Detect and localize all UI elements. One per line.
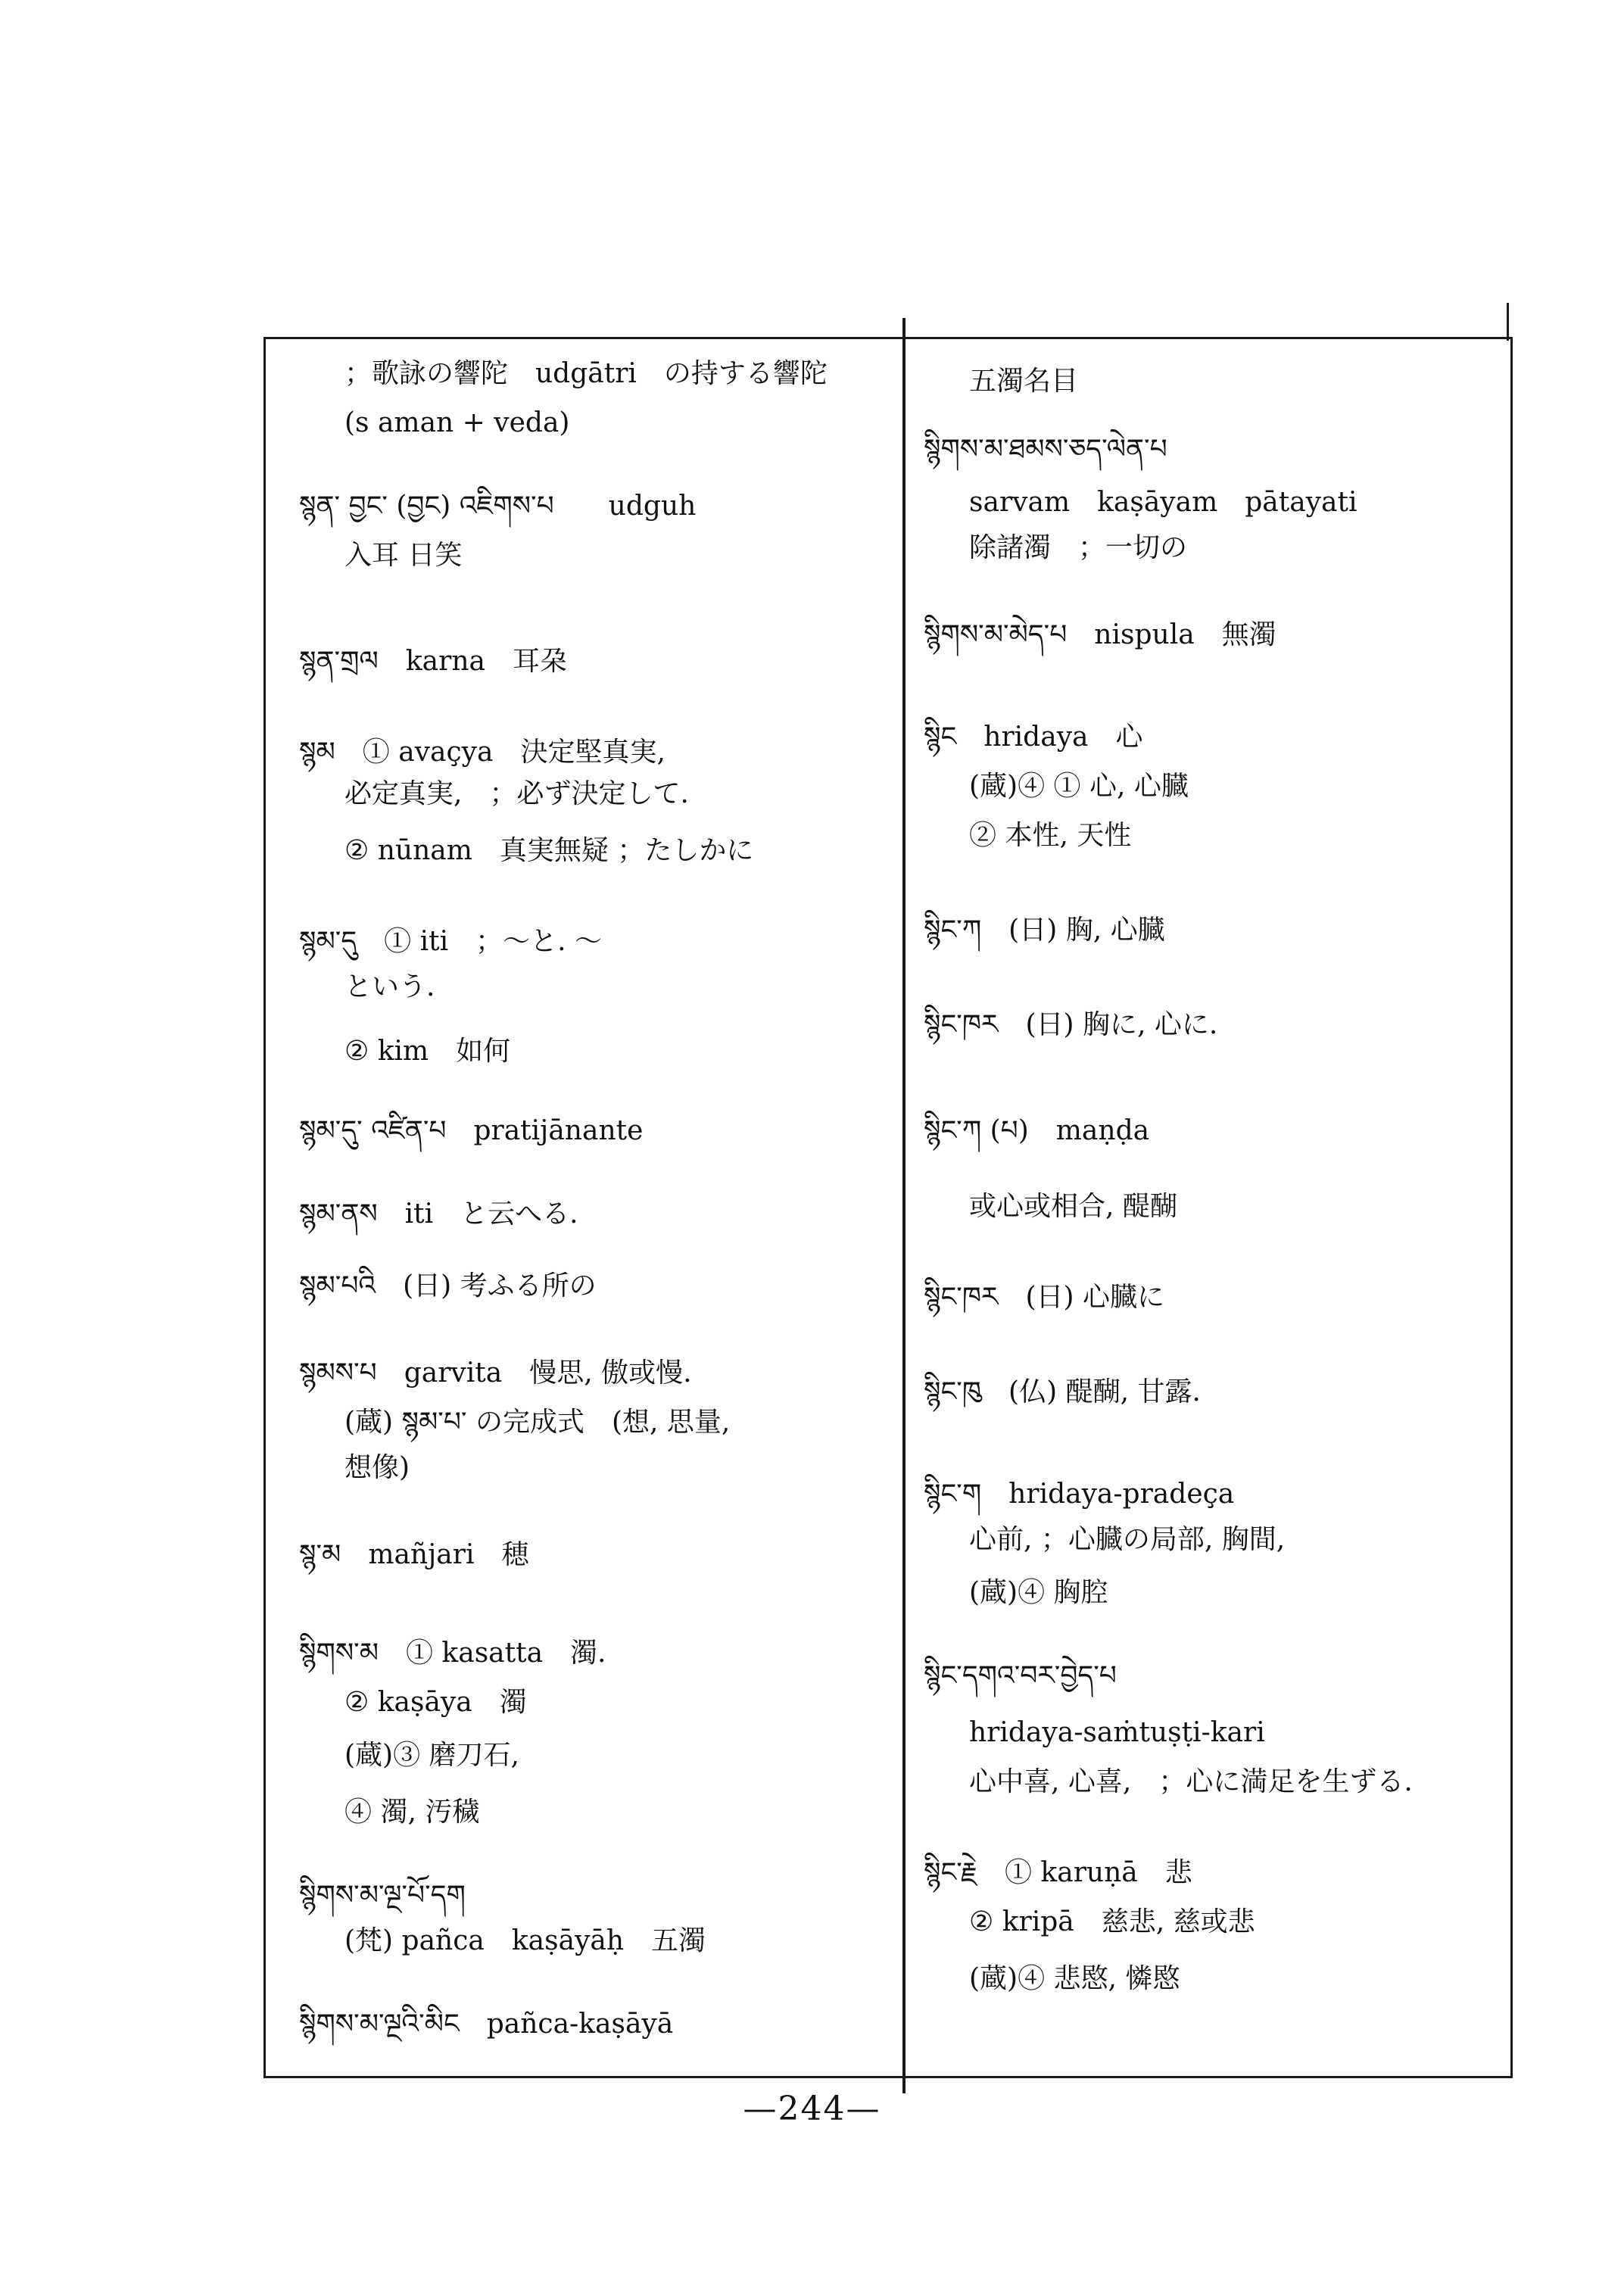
left-column-line: ；歌詠の響陀 udgātri の持する響陀	[344, 358, 828, 389]
left-column-line: སྙམ་པའི (日) 考ふる所の	[299, 1270, 597, 1301]
right-column-line: སྙིང་ག hridaya-pradeça	[924, 1479, 1235, 1510]
right-column-line: སྙིང་ཁར (日) 心臓に	[924, 1282, 1164, 1313]
right-column-line: སྙིང hridaya 心	[924, 722, 1143, 753]
left-column-line: སྙམ ① avaçya 決定堅真実,	[299, 737, 665, 768]
column-divider	[902, 318, 906, 2093]
right-column-line: སྙིང་དགའ་བར་བྱེད་པ	[924, 1660, 1117, 1691]
right-column-line: སྙིང་རྗེ ① karuṇā 悲	[924, 1857, 1192, 1888]
right-column-line: སྙིང་ཁར (日) 胸に, 心に.	[924, 1009, 1218, 1040]
left-column-line: སྙམ་དུ་ འཛིན་པ pratijānante	[299, 1115, 644, 1146]
left-column-line: (蔵) སྙམ་པ་ の完成式 (想, 思量,	[344, 1407, 731, 1438]
right-column-line: སྙིང་ཀ (པ) maṇḍa	[924, 1115, 1150, 1146]
left-column-line: སྙམ་དུ ① iti ；〜と. 〜	[299, 926, 603, 957]
left-column-line: ② kim 如何	[344, 1036, 511, 1067]
left-column-line: (s aman + veda)	[344, 407, 570, 438]
left-column-line: སྙམས་པ garvita 慢思, 傲或慢.	[299, 1357, 692, 1389]
left-column-line: སྙིགས་མ་ལྔའི་མིང pañca-kaṣāyā	[299, 2009, 674, 2040]
right-column-line: (蔵)④ 胸腔	[969, 1577, 1108, 1608]
left-column-line: སྙན་གྲལ karna 耳朶	[299, 646, 567, 677]
left-column-line: སྙ་མ mañjari 穂	[299, 1539, 529, 1570]
right-column-line: 心前, ；心臓の局部, 胸間,	[969, 1524, 1286, 1555]
right-column-line: 或心或相合, 醍醐	[969, 1191, 1177, 1222]
left-column-line: སྙིགས་མ་ལྔ་པོ་དག	[299, 1880, 466, 1911]
right-column-line: སྙིང་ཀ (日) 胸, 心臓	[924, 915, 1165, 946]
right-column-line: སྙིང་ཁུ (仏) 醍醐, 甘露.	[924, 1376, 1201, 1407]
right-column-line: sarvam kaṣāyam pātayati	[969, 487, 1357, 518]
right-column-line: སྙིགས་མ་མེད་པ nispula 無濁	[924, 619, 1276, 650]
right-column-line: 五濁名目	[969, 366, 1079, 397]
left-column-line: སྙིགས་མ ① kasatta 濁.	[299, 1638, 606, 1669]
right-column-line: (蔵)④ 悲愍, 憐愍	[969, 1963, 1180, 1994]
left-column-line: 必定真実, ；必ず決定して.	[344, 778, 689, 809]
right-column-line: ② kripā 慈悲, 慈或悲	[969, 1906, 1255, 1937]
left-column-line: ② nūnam 真実無疑 ；たしかに	[344, 835, 754, 866]
left-column-line: སྙན་ བྱང་ (བྱང) འཇིགས་པ udguh	[299, 491, 697, 522]
left-column-line: 入耳 日笑	[344, 540, 463, 571]
right-column-line: hridaya-saṁtuṣṭi-kari	[969, 1717, 1265, 1748]
left-column-line: という.	[344, 971, 435, 1002]
left-column-line: ② kaṣāya 濁	[344, 1687, 527, 1718]
right-column-line: སྙིགས་མ་ཐམས་ཅད་ལེན་པ	[924, 434, 1167, 465]
right-column-line: 心中喜, 心喜, ；心に満足を生ずる.	[969, 1766, 1413, 1797]
right-column-line: (蔵)④ ① 心, 心臓	[969, 771, 1189, 802]
left-column-line: སྙམ་ནས iti と云へる.	[299, 1198, 578, 1230]
left-column-line: 想像)	[344, 1452, 410, 1483]
left-column-line: (梵) pañca kaṣāyāḥ 五濁	[344, 1925, 706, 1956]
frame-corner-mark	[1507, 303, 1509, 341]
left-column-line: ④ 濁, 汚穢	[344, 1797, 480, 1828]
right-column-line: ② 本性, 天性	[969, 820, 1132, 851]
left-column-line: (蔵)③ 磨刀石,	[344, 1740, 519, 1771]
page-number: —244—	[743, 2090, 881, 2128]
right-column-line: 除諸濁 ；一切の	[969, 532, 1188, 563]
